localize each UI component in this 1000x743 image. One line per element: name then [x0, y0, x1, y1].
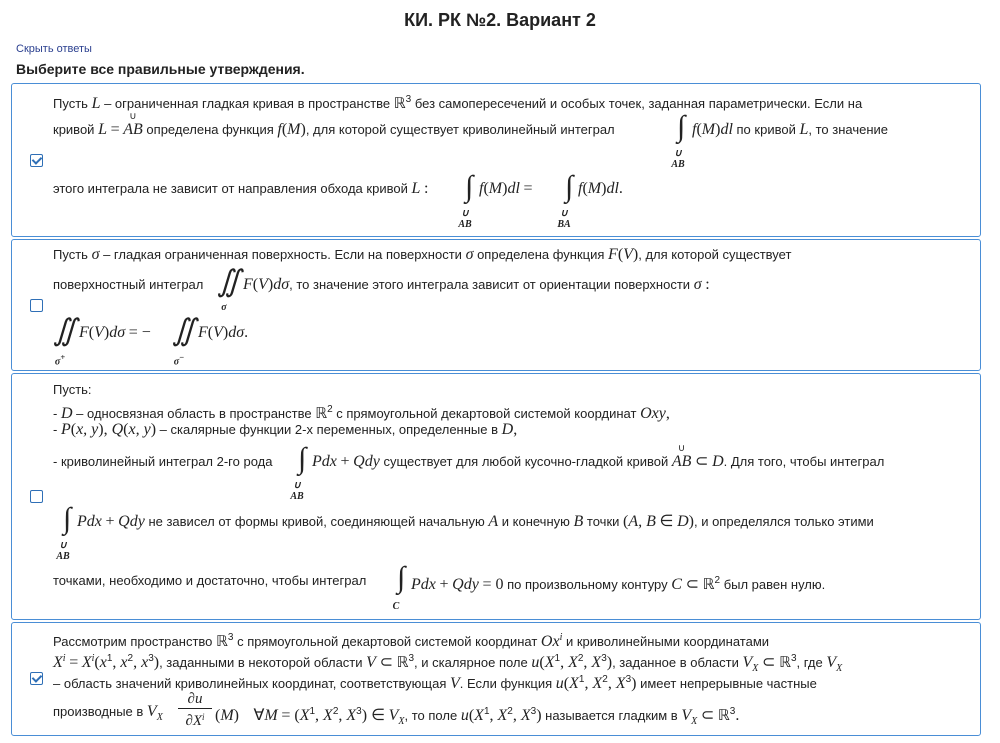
page-title: КИ. РК №2. Вариант 2: [404, 10, 596, 30]
answer-option-3[interactable]: Пусть: - D – односвязная область в пространстве ℝ$^2$ с прямоугольной декартовой системой координат Oxy, - P(x, y), Q(x, y) – скалярные функции 2-х переменных, определенные в D, - криволинейный интеграл 2-го рода ∫ ∪ AB Pdx + Qdy существует для любой кусочно-гладкой кривой AB ∪ ⊂ D. Для того, чтобы интеграл ∫ ∪ AB Pdx + Qdy не зависел от формы кривой, соединяющей начальную A и конечную B точки (A, B ∈ D), и определялся только этими точками, необходимо и достаточно, чтобы интеграл ∫ C Pdx + Qdy = 0 по произвольному контуру C ⊂ ℝ$^2$ был равен нулю.: [11, 373, 981, 620]
answer-4-line-1: Рассмотрим пространство ℝ$^3$ с прямоугольной декартовой системой координат Ox$^i$ и криволинейными координатами: [53, 632, 770, 650]
answer-2-line-2: поверхностный интеграл: [53, 277, 204, 292]
answer-2-line-3: F(V)dσ = −: [79, 324, 151, 341]
answer-4-line-4: производные в $V_X$: [53, 703, 163, 724]
answer-1-line-3: этого интеграла не зависит от направления обхода кривой L :: [53, 180, 429, 197]
answer-option-2[interactable]: Пусть σ – гладкая ограниченная поверхность. Если на поверхности σ определена функция F(V), для которой существует поверхностный интеграл ∬ σ F(V)dσ, то значение этого интеграла зависит от ориентации поверхности σ : ∬ σ+ F(V)dσ = − ∬ σ− F(V)dσ.: [11, 239, 981, 371]
answer-2-checkbox[interactable]: [30, 299, 43, 312]
hide-answers-link[interactable]: Скрыть ответы: [16, 43, 92, 55]
answer-3-line-1: Пусть:: [53, 382, 92, 397]
answer-3-checkbox[interactable]: [30, 490, 43, 503]
answer-option-1[interactable]: Пусть L – ограниченная гладкая кривая в пространстве ℝ$^3$ без самопересечений и особых точек, заданная параметрически. Если на кривой L = AB ∪ определена функция f(M), для которой существует криволинейный интеграл ∫ ∪ AB f(M)dl по кривой L, то значение этого интеграла не зависит от направления обхода кривой L : ∫ ∪ AB f(M)dl = ∫ ∪ BA f(M)dl.: [11, 83, 981, 237]
answer-3-line-4: - криволинейный интеграл 2-го рода: [53, 454, 273, 469]
answer-3-line-5: Pdx + Qdy не зависел от формы кривой, соединяющей начальную A и конечную B точки (A, B ∈ D), и определялся только этими: [77, 513, 874, 530]
answer-3-line-2: - D – односвязная область в пространстве ℝ$^2$ с прямоугольной декартовой системой координат Oxy,: [53, 404, 670, 422]
answer-option-4[interactable]: Рассмотрим пространство ℝ$^3$ с прямоугольной декартовой системой координат Ox$^i$ и криволинейными координатами $X^i = X^i(x^1$, $x^2$, $x^3$), заданными в некоторой области V ⊂ ℝ$^3$, и скалярное поле $u(X^1$, $X^2$, $X^3$), заданное в области $V_X$ ⊂ ℝ$^3$, где $V_X$ – область значений криволинейных координат, соответствующая V. Если функция $u(X^1$, $X^2$, $X^3$) имеет непрерывные частные производные в $V_X$ ∂u $\partial X^i$ (M) ∀M = ($X^1$, $X^2$, $X^3$) ∈ $V_X$, то поле $u(X^1$, $X^2$, $X^3$) называется гладким в $V_X$ ⊂ ℝ$^3$.: [11, 622, 981, 736]
answer-1-line-2b: f(M)dl по кривой L, то значение: [692, 121, 888, 138]
answer-3-line-6: точками, необходимо и достаточно, чтобы интеграл: [53, 573, 367, 588]
answer-1-line-2: кривой L = AB ∪ определена функция f(M), для которой существует криволинейный интеграл: [53, 111, 615, 138]
answer-4-checkbox-checked[interactable]: [30, 672, 43, 685]
partial-derivative-fraction: ∂u $\partial X^i$: [178, 691, 212, 730]
question-prompt: Выберите все правильные утверждения.: [16, 61, 305, 77]
answer-2-line-1: Пусть σ – гладкая ограниченная поверхность. Если на поверхности σ определена функция F(V), для которой существует: [53, 246, 792, 263]
answer-3-line-3: - P(x, y), Q(x, y) – скалярные функции 2-х переменных, определенные в D,: [53, 421, 518, 438]
answer-4-line-3: – область значений криволинейных координат, соответствующая V. Если функция $u(X^1$, $X^2$, $X^3$) имеет непрерывные частные: [53, 674, 817, 692]
answer-1-line-1: Пусть L – ограниченная гладкая кривая в пространстве ℝ$^3$ без самопересечений и особых точек, заданная параметрически. Если на: [53, 94, 863, 112]
answer-4-line-2: $X^i = X^i(x^1$, $x^2$, $x^3$), заданными в некоторой области V ⊂ ℝ$^3$, и скалярное поле $u(X^1$, $X^2$, $X^3$), заданное в области $V_X$ ⊂ ℝ$^3$, где $V_X$: [53, 653, 843, 675]
answer-1-checkbox-checked[interactable]: [30, 154, 43, 167]
